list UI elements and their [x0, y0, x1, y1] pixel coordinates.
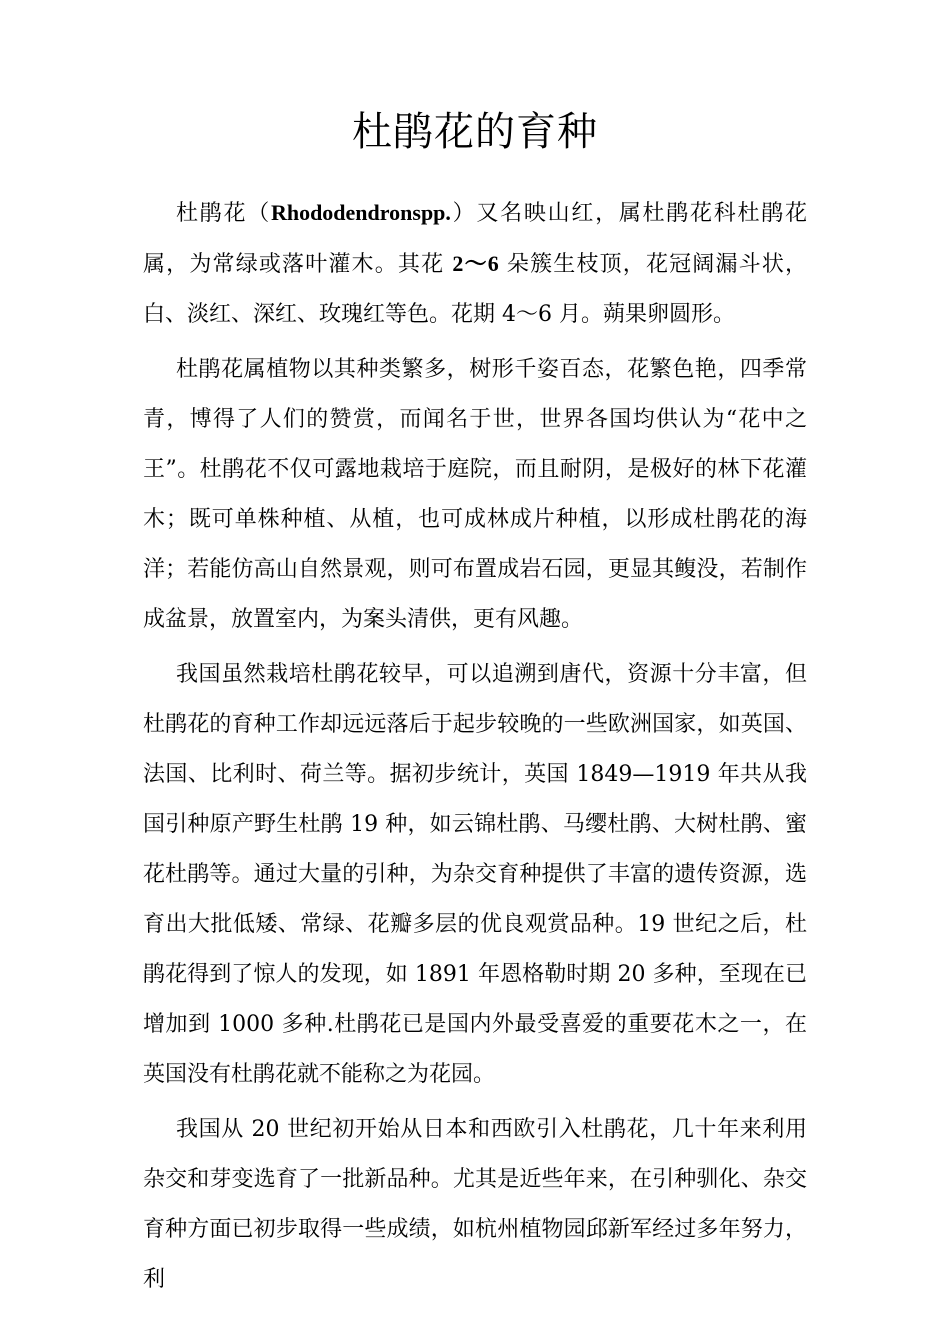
- document-body: [143, 188, 807, 1310]
- intro-text-b: ）又名映山红，属杜鹃花科杜鹃花属，为常绿或落叶灌木。其花: [143, 201, 807, 277]
- intro-text-c: 朵簇生枝顶，花冠阔漏斗状，白、淡红、深红、玫瑰红等色。花期 4～6 月。蒴果卵圆形。: [143, 252, 807, 327]
- paragraph-features: 杜鹃花属植物以其种类繁多，树形千姿百态，花繁色艳，四季常青，博得了人们的赞赏，而闻名于世，世界各国均供认为“花中之王”。杜鹃花不仅可露地栽培于庭院，而且耐阴，是极好的林下花灌木；既可单株种植、从植，也可成林成片种植，以形成杜鹃花的海洋；若能仿高山自然景观，则可布置成岩石园，更显其鳆没，若制作成盆景，放置室内，为案头清供，更有风趣。: [143, 357, 807, 632]
- paragraph-history: 我国虽然栽培杜鹃花较早，可以追溯到唐代，资源十分丰富，但杜鹃花的育种工作却远远落后于起步较晚的一些欧洲国家，如英国、法国、比利时、荷兰等。据初步统计，英国 1849—1919 年共从我国引种原产野生杜鹃 19 种，如云锦杜鹃、马缨杜鹃、大树杜鹃、蜜花杜鹃等。通过大量的引种，为杂交育种提供了丰富的遗传资源，选育出大批低矮、常绿、花瓣多层的优良观赏品种。19 世纪之后，杜鹃花得到了惊人的发现，如 1891 年恩格勒时期 20 多种，至现在已增加到 1000 多种.杜鹃花已是国内外最受喜爱的重要花木之一，在英国没有杜鹃花就不能称之为花园。: [143, 662, 807, 1087]
- intro-text-a: 杜鹃花（: [176, 201, 271, 226]
- page-title: 杜鹃花的育种: [352, 109, 598, 155]
- flower-count-range: 2～6: [452, 251, 499, 276]
- paragraph-china-breeding: 我国从 20 世纪初开始从日本和西欧引入杜鹃花，几十年来利用杂交和芽变选育了一批新品种。尤其是近些年来，在引种驯化、杂交育种方面已初步取得一些成绩，如杭州植物园邱新军经过多年努力，利: [143, 1117, 807, 1292]
- paragraph-intro: [143, 188, 807, 340]
- latin-name: Rhododendronspp.: [270, 200, 451, 225]
